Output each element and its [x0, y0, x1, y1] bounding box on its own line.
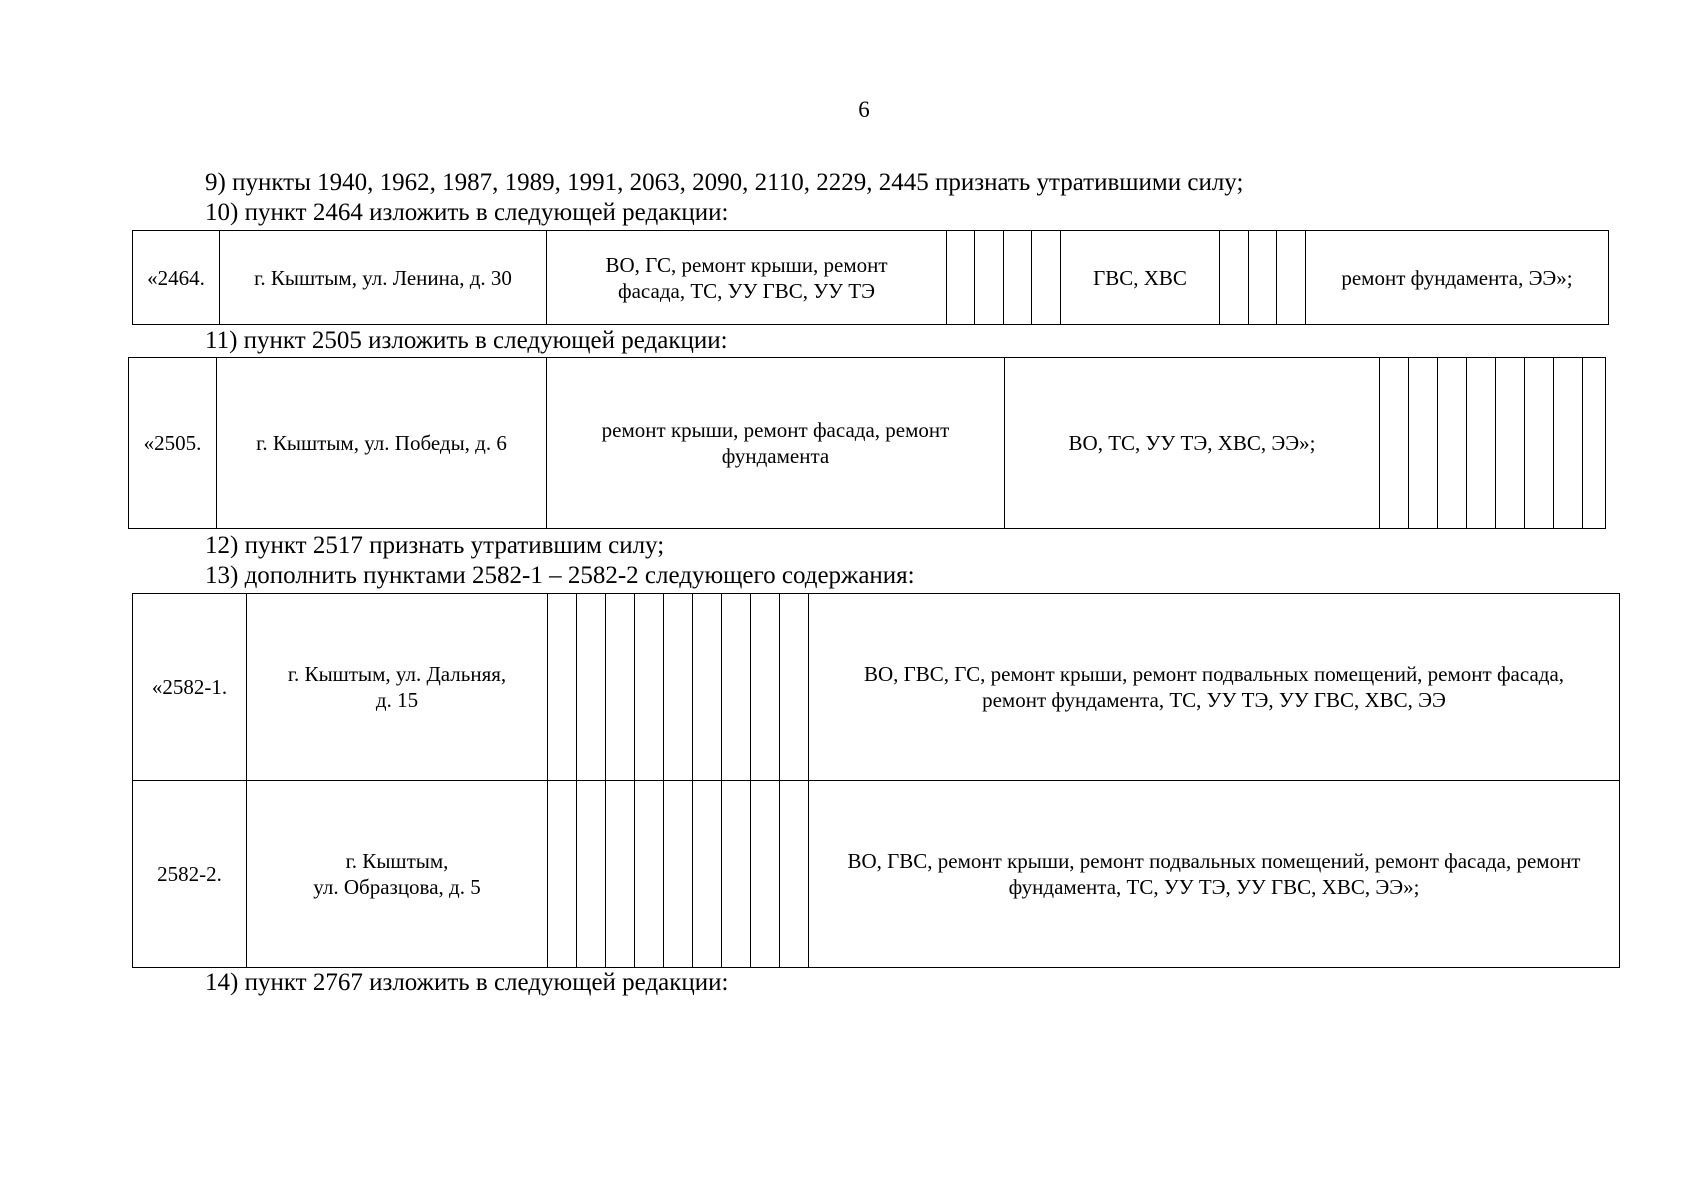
- works-cell: [547, 358, 1005, 529]
- table-items-2582: [132, 593, 1620, 968]
- item-number: «2505.: [129, 358, 217, 529]
- address-line: д. 15: [375, 688, 419, 712]
- address-cell: [247, 781, 548, 968]
- empty-cell: [1467, 358, 1496, 529]
- address-line: ул. Образцова, д. 5: [313, 875, 481, 899]
- empty-cell: [947, 231, 975, 325]
- table-row: [129, 358, 1606, 529]
- empty-cell: [1496, 358, 1525, 529]
- paragraph-12: 12) пункт 2517 признать утратившим силу;: [205, 532, 665, 559]
- empty-cell: [1004, 231, 1032, 325]
- empty-cell: [635, 781, 664, 968]
- paragraph-10: 10) пункт 2464 изложить в следующей редакции:: [205, 199, 729, 226]
- works-cell: ВО, ТС, УУ ТЭ, ХВС, ЭЭ»;: [1005, 358, 1380, 529]
- paragraph-9: 9) пункты 1940, 1962, 1987, 1989, 1991, 2063, 2090, 2110, 2229, 2445 признать утратившими силу;: [205, 169, 1244, 196]
- works-cell: ГВС, ХВС: [1061, 231, 1220, 325]
- empty-cell: [606, 594, 635, 781]
- works-text: ВО, ГВС, ремонт крыши, ремонт подвальных помещений, ремонт фасада, ремонт фундамента, ТС, УУ ТЭ, УУ ГВС, ХВС, ЭЭ»;: [847, 849, 1581, 899]
- empty-cell: [1583, 358, 1606, 529]
- item-number: «2464.: [133, 231, 220, 325]
- empty-cell: [751, 594, 780, 781]
- empty-cell: [1220, 231, 1249, 325]
- empty-cell: [1032, 231, 1061, 325]
- address-cell: [247, 594, 548, 781]
- empty-cell: [1277, 231, 1306, 325]
- works-cell: ремонт фундамента, ЭЭ»;: [1306, 231, 1609, 325]
- address-line: г. Кыштым, ул. Дальняя,: [287, 662, 507, 686]
- empty-cell: [722, 781, 751, 968]
- empty-cell: [1554, 358, 1583, 529]
- empty-cell: [1249, 231, 1277, 325]
- paragraph-14: 14) пункт 2767 изложить в следующей редакции:: [205, 969, 729, 996]
- empty-cell: [722, 594, 751, 781]
- address-line: г. Кыштым,: [345, 849, 449, 873]
- empty-cell: [751, 781, 780, 968]
- empty-cell: [1525, 358, 1554, 529]
- empty-cell: [577, 594, 606, 781]
- table-row: [133, 594, 1620, 781]
- works-text: ВО, ГВС, ГС, ремонт крыши, ремонт подвальных помещений, ремонт фасада, ремонт фундамента, ТС, УУ ТЭ, УУ ГВС, ХВС, ЭЭ: [863, 662, 1565, 712]
- empty-cell: [693, 781, 722, 968]
- empty-cell: [1409, 358, 1438, 529]
- works-cell: [547, 231, 947, 325]
- empty-cell: [1380, 358, 1409, 529]
- address-cell: г. Кыштым, ул. Ленина, д. 30: [220, 231, 547, 325]
- empty-cell: [780, 781, 809, 968]
- works-cell: [809, 781, 1620, 968]
- address-cell: г. Кыштым, ул. Победы, д. 6: [217, 358, 547, 529]
- works-cell: [809, 594, 1620, 781]
- empty-cell: [635, 594, 664, 781]
- page-number: 6: [858, 97, 870, 122]
- table-item-2464: [132, 230, 1609, 325]
- works-text: ремонт крыши, ремонт фасада, ремонт фундамента: [601, 418, 950, 468]
- paragraph-11: 11) пункт 2505 изложить в следующей редакции:: [205, 327, 728, 354]
- paragraph-13: 13) дополнить пунктами 2582-1 – 2582-2 следующего содержания:: [205, 562, 915, 589]
- table-item-2505: [128, 357, 1606, 529]
- empty-cell: [548, 781, 577, 968]
- empty-cell: [1438, 358, 1467, 529]
- table-row: [133, 231, 1609, 325]
- empty-cell: [693, 594, 722, 781]
- item-number: 2582-2.: [133, 781, 247, 968]
- table-row: [133, 781, 1620, 968]
- empty-cell: [780, 594, 809, 781]
- works-text: ВО, ГС, ремонт крыши, ремонт фасада, ТС, УУ ГВС, УУ ТЭ: [605, 252, 888, 303]
- empty-cell: [664, 781, 693, 968]
- empty-cell: [975, 231, 1004, 325]
- empty-cell: [548, 594, 577, 781]
- item-number: «2582-1.: [133, 594, 247, 781]
- empty-cell: [577, 781, 606, 968]
- empty-cell: [606, 781, 635, 968]
- empty-cell: [664, 594, 693, 781]
